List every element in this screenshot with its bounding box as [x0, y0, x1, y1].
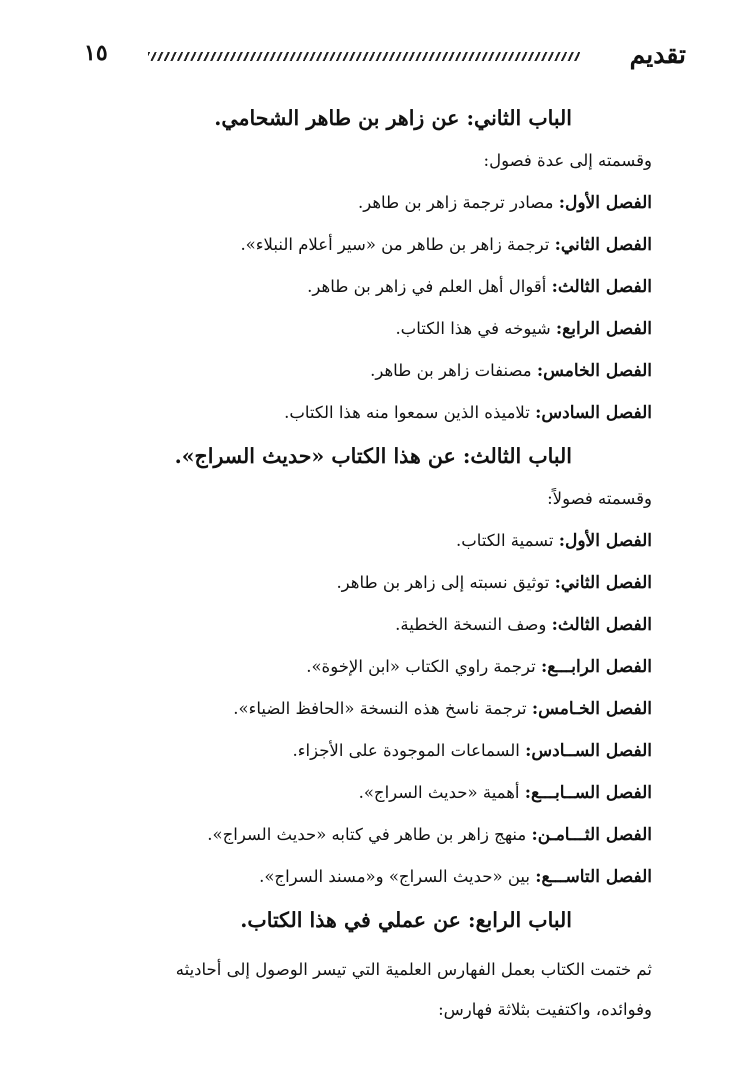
chapter-text: السماعات الموجودة على الأجزاء.: [292, 741, 526, 760]
chapter-label: الفصل الثاني:: [554, 573, 652, 593]
chapter-text: تسمية الكتاب.: [456, 531, 559, 550]
chapter-text: مصادر ترجمة زاهر بن طاهر.: [357, 193, 559, 212]
chapter-label: الفصل الثاني:: [554, 235, 652, 255]
chapter-label: الفصل الســادس:: [525, 741, 652, 761]
chapter-item: [72, 350, 652, 392]
running-title: تقديم: [629, 40, 686, 69]
chapter-text: أقوال أهل العلم في زاهر بن طاهر.: [307, 277, 552, 296]
chapter-text: وصف النسخة الخطية.: [395, 615, 552, 634]
chapter-label: الفصل الرابع:: [555, 319, 652, 339]
chapter-label: الفصل الثالث:: [551, 615, 652, 635]
chapter-item: [72, 604, 652, 646]
section-intro: وقسمته فصولاً:: [547, 489, 652, 508]
chapter-item: [72, 772, 652, 814]
chapter-text: ترجمة ناسخ هذه النسخة «الحافظ الضياء».: [233, 699, 532, 718]
chapter-text: ترجمة راوي الكتاب «ابن الإخوة».: [306, 657, 541, 676]
chapter-label: الفصل التاســـع:: [535, 867, 652, 887]
chapter-text: مصنفات زاهر بن طاهر.: [370, 361, 537, 380]
content-body: [72, 96, 652, 942]
chapter-item: [72, 730, 652, 772]
chapter-item: [72, 266, 652, 308]
header-rule: [148, 52, 580, 61]
chapter-text: بين «حديث السراج» و«مسند السراج».: [259, 867, 536, 886]
paragraph-line: وفوائده، واكتفيت بثلاثة فهارس:: [438, 1000, 652, 1019]
chapter-item: [72, 182, 652, 224]
section-heading: الباب الثاني: عن زاهر بن طاهر الشحامي.: [214, 106, 572, 130]
chapter-item: [72, 308, 652, 350]
chapter-item: [72, 688, 652, 730]
chapter-label: الفصل الأول:: [558, 193, 652, 213]
chapter-item: [72, 224, 652, 266]
chapter-label: الفصل الســابـــع:: [524, 783, 652, 803]
chapter-text: منهج زاهر بن طاهر في كتابه «حديث السراج».: [207, 825, 532, 844]
chapter-item: [72, 520, 652, 562]
chapter-label: الفصل الخـامس:: [531, 699, 652, 719]
chapter-label: الفصل السادس:: [535, 403, 652, 423]
chapter-text: أهمية «حديث السراج».: [358, 783, 525, 802]
chapter-text: توثيق نسبته إلى زاهر بن طاهر.: [336, 573, 555, 592]
section-heading: الباب الثالث: عن هذا الكتاب «حديث السراج».: [174, 444, 572, 468]
section-heading: الباب الرابع: عن عملي في هذا الكتاب.: [240, 908, 572, 932]
chapter-item: [72, 646, 652, 688]
closing-paragraph: [72, 950, 652, 1030]
chapter-item: [72, 814, 652, 856]
paragraph-line: ثم ختمت الكتاب بعمل الفهارس العلمية التي تيسر الوصول إلى أحاديثه: [175, 960, 652, 979]
chapter-label: الفصل الخامس:: [536, 361, 652, 381]
chapter-item: [72, 562, 652, 604]
chapter-text: ترجمة زاهر بن طاهر من «سير أعلام النبلاء».: [240, 235, 555, 254]
chapter-label: الفصل الأول:: [558, 531, 652, 551]
chapter-label: الفصل الثـــامـن:: [531, 825, 652, 845]
chapter-text: شيوخه في هذا الكتاب.: [395, 319, 556, 338]
chapter-label: الفصل الثالث:: [551, 277, 652, 297]
chapter-label: الفصل الرابـــع:: [540, 657, 652, 677]
chapter-item: [72, 392, 652, 434]
section-intro: وقسمته إلى عدة فصول:: [483, 151, 652, 170]
page-number: ١٥: [84, 40, 108, 66]
chapter-text: تلاميذه الذين سمعوا منه هذا الكتاب.: [284, 403, 536, 422]
chapter-item: [72, 856, 652, 898]
